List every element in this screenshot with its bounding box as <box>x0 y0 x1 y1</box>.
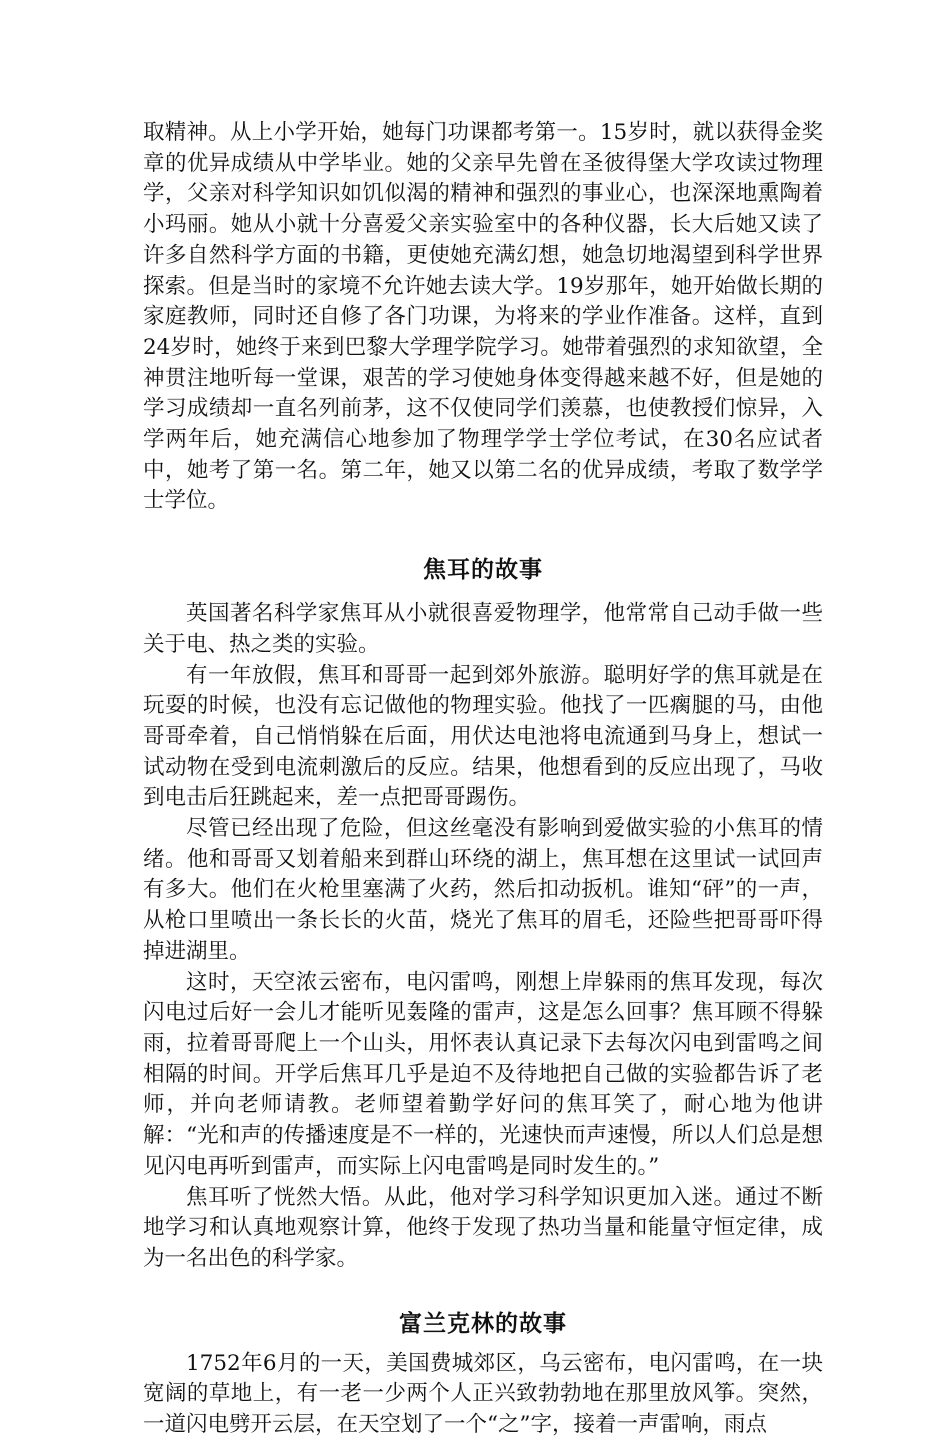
joule-paragraph-1: 英国著名科学家焦耳从小就很喜爱物理学，他常常自己动手做一些关于电、热之类的实验。 <box>143 601 823 657</box>
document-page <box>143 118 823 1441</box>
joule-paragraph-4: 这时，天空浓云密布，电闪雷鸣，刚想上岸躲雨的焦耳发现，每次闪电过后好一会儿才能听见轰隆的雷声，这是怎么回事？焦耳顾不得躲雨，拉着哥哥爬上一个山头，用怀表认真记录下去每次闪电到雷鸣之间相隔的时间。开学后焦耳几乎是迫不及待地把自己做的实验都告诉了老师，并向老师请教。老师望着勤学好问的焦耳笑了，耐心地为他讲解：“光和声的传播速度是不一样的，光速快而声速慢，所以人们总是想见闪电再听到雷声，而实际上闪电雷鸣是同时发生的。” <box>143 969 823 1179</box>
joule-paragraph-3: 尽管已经出现了危险，但这丝毫没有影响到爱做实验的小焦耳的情绪。他和哥哥又划着船来到群山环绕的湖上，焦耳想在这里试一试回声有多大。他们在火枪里塞满了火药，然后扣动扳机。谁知“砰”的一声，从枪口里喷出一条长长的火苗，烧光了焦耳的眉毛，还险些把哥哥吓得掉进湖里。 <box>143 816 823 964</box>
franklin-section-title: 富兰克林的故事 <box>399 1309 567 1337</box>
joule-paragraph-5: 焦耳听了恍然大悟。从此，他对学习科学知识更加入迷。通过不断地学习和认真地观察计算，他终于发现了热功当量和能量守恒定律，成为一名出色的科学家。 <box>143 1184 823 1271</box>
joule-paragraph-2: 有一年放假，焦耳和哥哥一起到郊外旅游。聪明好学的焦耳就是在玩耍的时候，也没有忘记做他的物理实验。他找了一匹瘸腿的马，由他哥哥牵着，自己悄悄躲在后面，用伏达电池将电流通到马身上，想试一试动物在受到电流刺激后的反应。结果，他想看到的反应出现了，马收到电击后狂跳起来，差一点把哥哥踢伤。 <box>143 662 823 811</box>
franklin-paragraph-1: 1752年6月的一天，美国费城郊区，乌云密布，电闪雷鸣，在一块宽阔的草地上，有一老一少两个人正兴致勃勃地在那里放风筝。突然，一道闪电劈开云层，在天空划了一个“之”字，接着一声雷响，雨点 <box>143 1350 823 1438</box>
intro-paragraph-1: 取精神。从上小学开始，她每门功课都考第一。15岁时，就以获得金奖章的优异成绩从中学毕业。她的父亲早先曾在圣彼得堡大学攻读过物理学，父亲对科学知识如饥似渴的精神和强烈的事业心，也深深地熏陶着小玛丽。她从小就十分喜爱父亲实验室中的各种仪器，长大后她又读了许多自然科学方面的书籍，更使她充满幻想，她急切地渴望到科学世界探索。但是当时的家境不允许她去读大学。19岁那年，她开始做长期的家庭教师，同时还自修了各门功课，为将来的学业作准备。这样，直到24岁时，她终于来到巴黎大学理学院学习。她带着强烈的求知欲望，全神贯注地听每一堂课，艰苦的学习使她身体变得越来越不好，但是她的学习成绩却一直名列前茅，这不仅使同学们羡慕，也使教授们惊异，入学两年后，她充满信心地参加了物理学学士学位考试，在30名应试者中，她考了第一名。第二年，她又以第二名的优异成绩，考取了数学学士学位。 <box>143 120 823 514</box>
joule-section-title: 焦耳的故事 <box>423 556 543 584</box>
